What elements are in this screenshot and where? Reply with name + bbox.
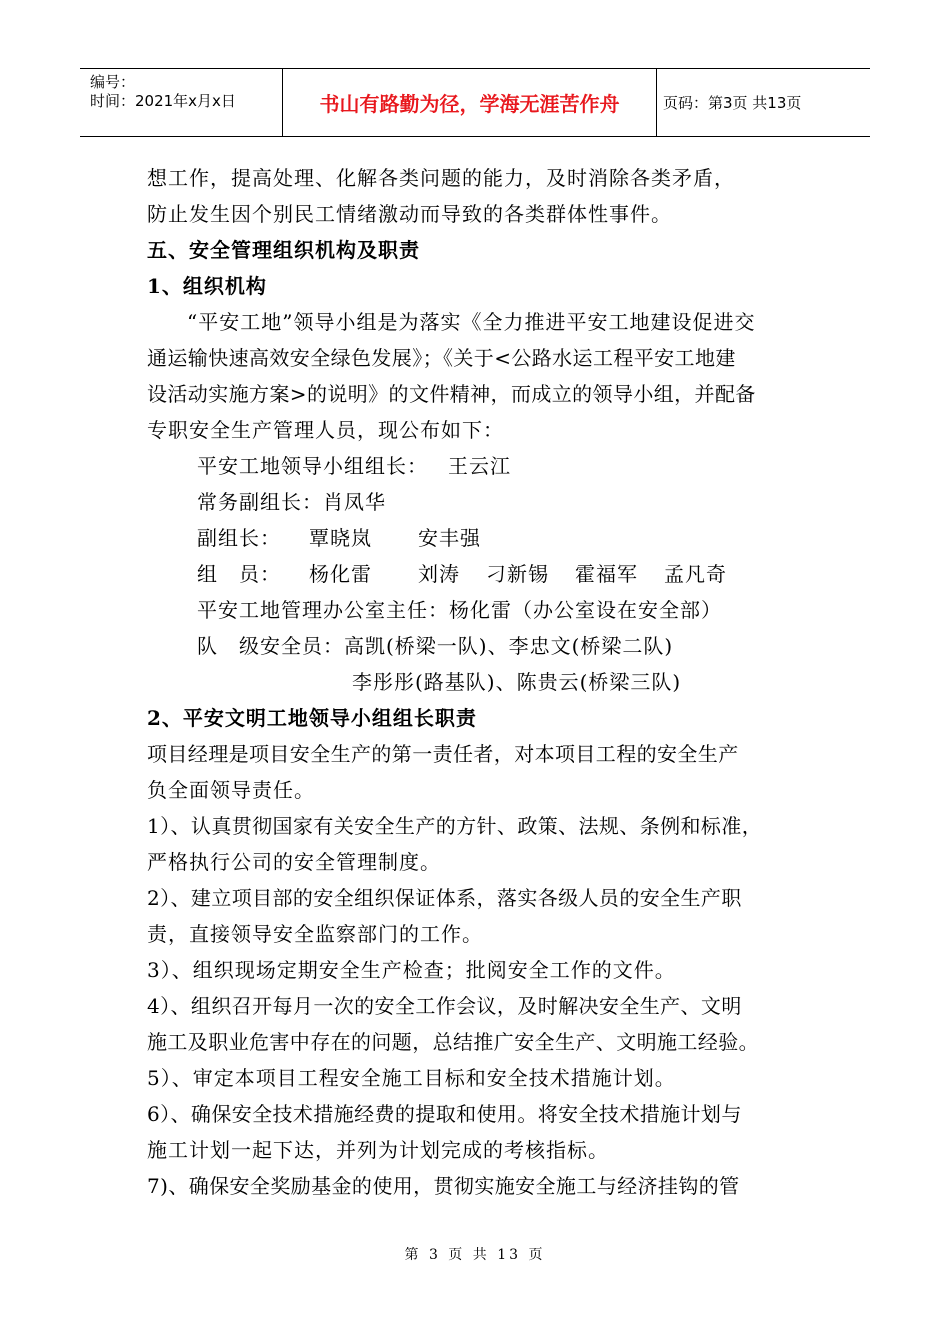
member-name: 霍福军 [575, 562, 638, 586]
subsection-heading: 1、组织机构 [147, 274, 267, 298]
document-time: 时间：2021年x月x日 [90, 92, 236, 110]
body-line: 设活动实施方案>的说明》的文件精神，而成立的领导小组，并配备 [147, 382, 756, 406]
body-line: “平安工地”领导小组是为落实《全力推进平安工地建设促进交 [187, 310, 756, 334]
list-item: 1）、认真贯彻国家有关安全生产的方针、政策、法规、条例和标准， [147, 814, 763, 838]
document-header [80, 68, 870, 137]
list-item: 施工计划一起下达，并列为计划完成的考核指标。 [147, 1138, 609, 1162]
list-item: 4）、组织召开每月一次的安全工作会议，及时解决安全生产、文明 [147, 994, 742, 1018]
list-item: 2）、建立项目部的安全组织保证体系，落实各级人员的安全生产职 [147, 886, 742, 910]
leader-label: 平安工地领导小组组长： [197, 454, 428, 478]
leader-name: 王云江 [448, 454, 511, 478]
member-name: 杨化雷 [309, 562, 372, 586]
member-name: 刘涛 [418, 562, 460, 586]
list-item: 3）、组织现场定期安全生产检查；批阅安全工作的文件。 [147, 958, 676, 982]
section-heading: 五、安全管理组织机构及职责 [147, 238, 420, 262]
list-item: 严格执行公司的安全管理制度。 [147, 850, 441, 874]
page-footer: 第 3 页 共 13 页 [404, 1247, 546, 1263]
body-line: 通运输快速高效安全绿色发展》；《关于<公路水运工程平安工地建 [147, 346, 736, 370]
body-line: 负全面领导责任。 [147, 778, 315, 802]
body-line: 专职安全生产管理人员，现公布如下： [147, 418, 504, 442]
team-safety-line: 队 级安全员：高凯(桥梁一队)、李忠文(桥梁二队) [197, 634, 674, 658]
office-director-line: 平安工地管理办公室主任：杨化雷（办公室设在安全部） [197, 598, 722, 622]
subsection-heading: 2、平安文明工地领导小组组长职责 [147, 706, 477, 730]
header-page-code: 页码：第3页 共13页 [663, 94, 802, 112]
list-item: 7)、确保安全奖励基金的使用，贯彻实施安全施工与经济挂钩的管 [147, 1174, 740, 1198]
deputy-line [147, 520, 817, 556]
body-line: 项目经理是项目安全生产的第一责任者，对本项目工程的安全生产 [147, 742, 739, 766]
list-item: 6）、确保安全技术措施经费的提取和使用。将安全技术措施计划与 [147, 1102, 742, 1126]
header-meta [80, 69, 283, 136]
team-safety-line: 李彤彤(路基队)、陈贵云(桥梁三队) [352, 670, 682, 694]
deputy-name: 安丰强 [418, 526, 481, 550]
deputy-label: 副组长： [197, 526, 281, 550]
list-item: 施工及职业危害中存在的问题，总结推广安全生产、文明施工经验。 [147, 1030, 759, 1054]
deputy-name: 覃晓岚 [309, 526, 372, 550]
list-item: 5）、审定本项目工程安全施工目标和安全技术措施计划。 [147, 1066, 676, 1090]
members-line [147, 556, 817, 592]
header-motto: 书山有路勤为径，学海无涯苦作舟 [283, 69, 657, 136]
body-line: 防止发生因个别民工情绪激动而导致的各类群体性事件。 [147, 202, 672, 226]
member-name: 刁新锡 [486, 562, 549, 586]
leader-line [147, 448, 817, 484]
document-body [147, 160, 817, 1204]
members-label: 组 员： [197, 562, 281, 586]
list-item: 责，直接领导安全监察部门的工作。 [147, 922, 483, 946]
member-name: 孟凡奇 [664, 562, 727, 586]
exec-deputy-line: 常务副组长：肖凤华 [197, 490, 386, 514]
document-number-label: 编号： [90, 73, 136, 91]
body-line: 想工作，提高处理、化解各类问题的能力，及时消除各类矛盾， [147, 166, 735, 190]
